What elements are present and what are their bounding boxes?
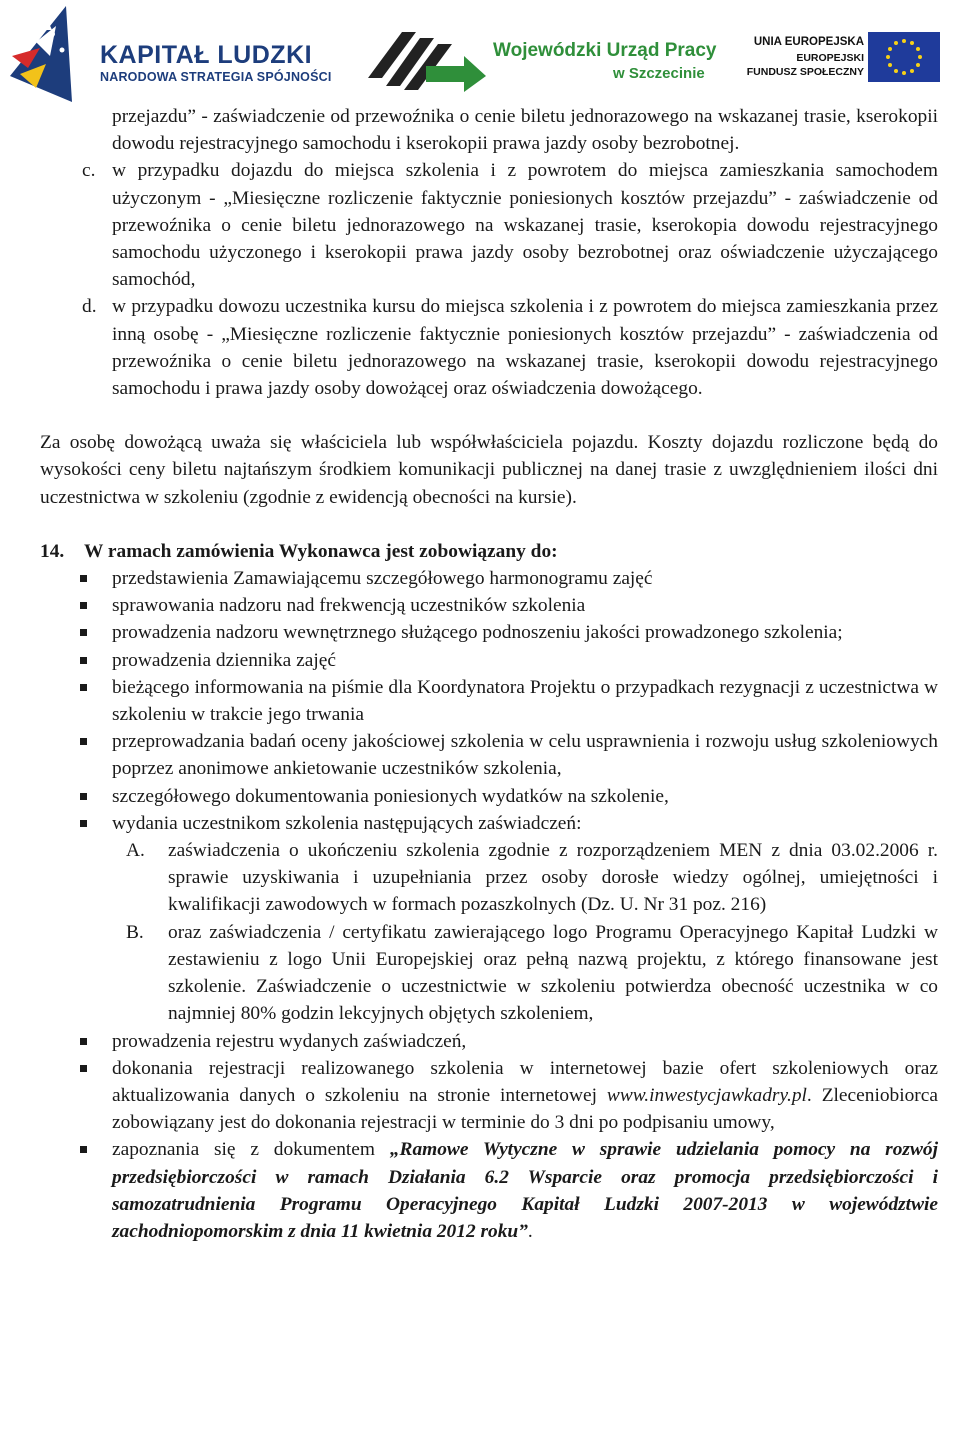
section-14-heading [40,538,938,565]
list-marker-c: c. [82,160,96,182]
list-item-database [40,1055,938,1137]
list-item: bieżącego informowania na piśmie dla Koordynatora Projektu o przypadkach rezygnacji z uczestnictwa w szkoleniu w trakcie jego trwania [40,674,938,728]
certificate-marker-b: B. [126,921,144,943]
inwestycjawkadry-link[interactable]: www.inwestycjawkadry.pl [606,1084,807,1106]
eu-logo [738,30,950,100]
kapital-ludzki-subtitle: NARODOWA STRATEGIA SPÓJNOŚCI [100,70,332,84]
certificate-marker-a: A. [126,840,145,862]
certificate-text-b: oraz zaświadczenia / certyfikatu zawierającego logo Programu Operacyjnego Kapitał Ludzki w zestawieniu z logo Unii Europejskiej oraz pełną nazwą projektu, z którego finansowane jest szkolenie. Zaświadczenie o uczestnictwie w szkoleniu potwierdza obecność uczestnika w co najmniej 80% godzin lekcyjnych objętych szkoleniem, [168,921,938,1025]
database-text: dokonania rejestracji realizowanego szkolenia w internetowej bazie ofert szkoleniowych oraz aktualizowania danych o szkoleniu na stronie internetowej [112,1057,938,1106]
eu-name: UNIA EUROPEJSKA [753,36,864,48]
list-item: przeprowadzania badań oceny jakościowej szkolenia w celu usprawnienia i rozwoju usług szkoleniowych poprzez anonimowe ankietowanie uczestników szkolenia, [40,728,938,782]
paragraph-continuation: przejazdu” - zaświadczenie od przewoźnika o cenie biletu jednorazowego na wskazanej trasie, kserokopii dowodu rejestracyjnego samochodu i kserokopii prawa jazdy osoby bezrobotnej. [112,106,938,155]
list-item-d-text: w przypadku dowozu uczestnika kursu do miejsca szkolenia i z powrotem do miejsca zamieszkania przez inną osobę - „Miesięczne rozliczenie faktycznie poniesionych kosztów przejazdu” - zaświadczenia od przewoźnika o cenie biletu jednorazowego na wskazanej trasie, kserokopii dowodu rejestracyjnego samochodu i prawa jazdy osoby dowożącej oraz oświadczenia dowożącego. [112,296,938,400]
list-marker-d: d. [82,296,97,318]
section-14-title: W ramach zamówienia Wykonawca jest zobowiązany do: [84,540,558,562]
eu-fund-line2: FUNDUSZ SPOŁECZNY [746,66,864,78]
wup-city: w Szczecinie [613,65,705,82]
list-item: przedstawienia Zamawiającemu szczegółowego harmonogramu zajęć [40,565,938,592]
database-text-after: . Zleceniobiorca zobowiązany jest do dokonania rejestracji w terminie do 3 dni po podpisaniu umowy, [112,1084,938,1134]
list-item: prowadzenia rejestru wydanych zaświadczeń, [40,1028,938,1055]
list-item: sprawowania nadzoru nad frekwencją uczestników szkolenia [40,592,938,619]
kapital-ludzki-title: KAPITAŁ LUDZKI [100,41,313,69]
obligations-list-continued [40,1028,938,1246]
eu-fund-line1: EUROPEJSKI [796,52,864,64]
list-item: prowadzenia nadzoru wewnętrznego służącego podnoszeniu jakości prowadzonego szkolenia; [40,619,938,646]
kapital-ludzki-logo [6,4,332,102]
obligations-list [40,565,938,837]
document-body [40,103,938,1245]
page-header [0,0,960,104]
list-item-c-text: w przypadku dojazdu do miejsca szkolenia i z powrotem do miejsca zamieszkania samochodem użyczonym - „Miesięczne rozliczenie faktycznie poniesionych kosztów przejazdu” - zaświadczenie od przewoźnika o cenie biletu jednorazowego na wskazanej trasie, kserokopia dowodu rejestracyjnego samochodu użyczonego i kserokopii prawa jazdy osoby bezrobotnej oraz oświadczenie użyczającego samochód, [112,160,938,291]
list-item-guidelines [40,1136,938,1245]
guidelines-end: . [527,1220,533,1242]
list-item: wydania uczestnikom szkolenia następujących zaświadczeń: [40,810,938,837]
paragraph-owner: Za osobę dowożącą uważa się właściciela lub współwłaściciela pojazdu. Koszty dojazdu rozliczone będą do wysokości ceny biletu najtańszym środkiem komunikacji publicznej na danej trasie z uwzględnieniem ilości dni uczestnictwa w szkoleniu (zgodnie z ewidencją obecności na kursie). [40,432,938,508]
list-item: prowadzenia dziennika zajęć [40,647,938,674]
list-item-c [40,157,938,293]
guidelines-text: zapoznania się z dokumentem [112,1139,375,1161]
wup-logo [368,26,717,96]
guidelines-document-title: „Ramowe Wytyczne w sprawie udzielania pomocy na rozwój przedsiębiorczości w ramach Działania 6.2 Wsparcie oraz promocja przedsiębiorczości i samozatrudnienia Programu Operacyjnego Kapitał Ludzki 2007-2013 w województwie zachodniopomorskim z dnia 11 kwietnia 2012 roku” [112,1139,938,1242]
eu-flag-icon [868,32,940,82]
certificate-text-a: zaświadczenia o ukończeniu szkolenia zgodnie z rozporządzeniem MEN z dnia 03.02.2006 r. sprawie uzyskiwania i uzupełniania przez osoby dorosłe wiedzy ogólnej, umiejętności i kwalifikacji zawodowych w formach pozaszkolnych (Dz. U. Nr 31 poz. 216) [168,840,938,916]
list-item-d [40,293,938,402]
certificate-item-b [40,919,938,1028]
list-item: szczegółowego dokumentowania poniesionych wydatków na szkolenie, [40,783,938,810]
certificate-item-a [40,837,938,919]
section-14-number: 14. [40,540,65,562]
wup-arrows-icon [368,26,488,92]
wup-name: Wojewódzki Urząd Pracy [493,40,717,61]
kapital-ludzki-emblem-icon [6,4,96,102]
